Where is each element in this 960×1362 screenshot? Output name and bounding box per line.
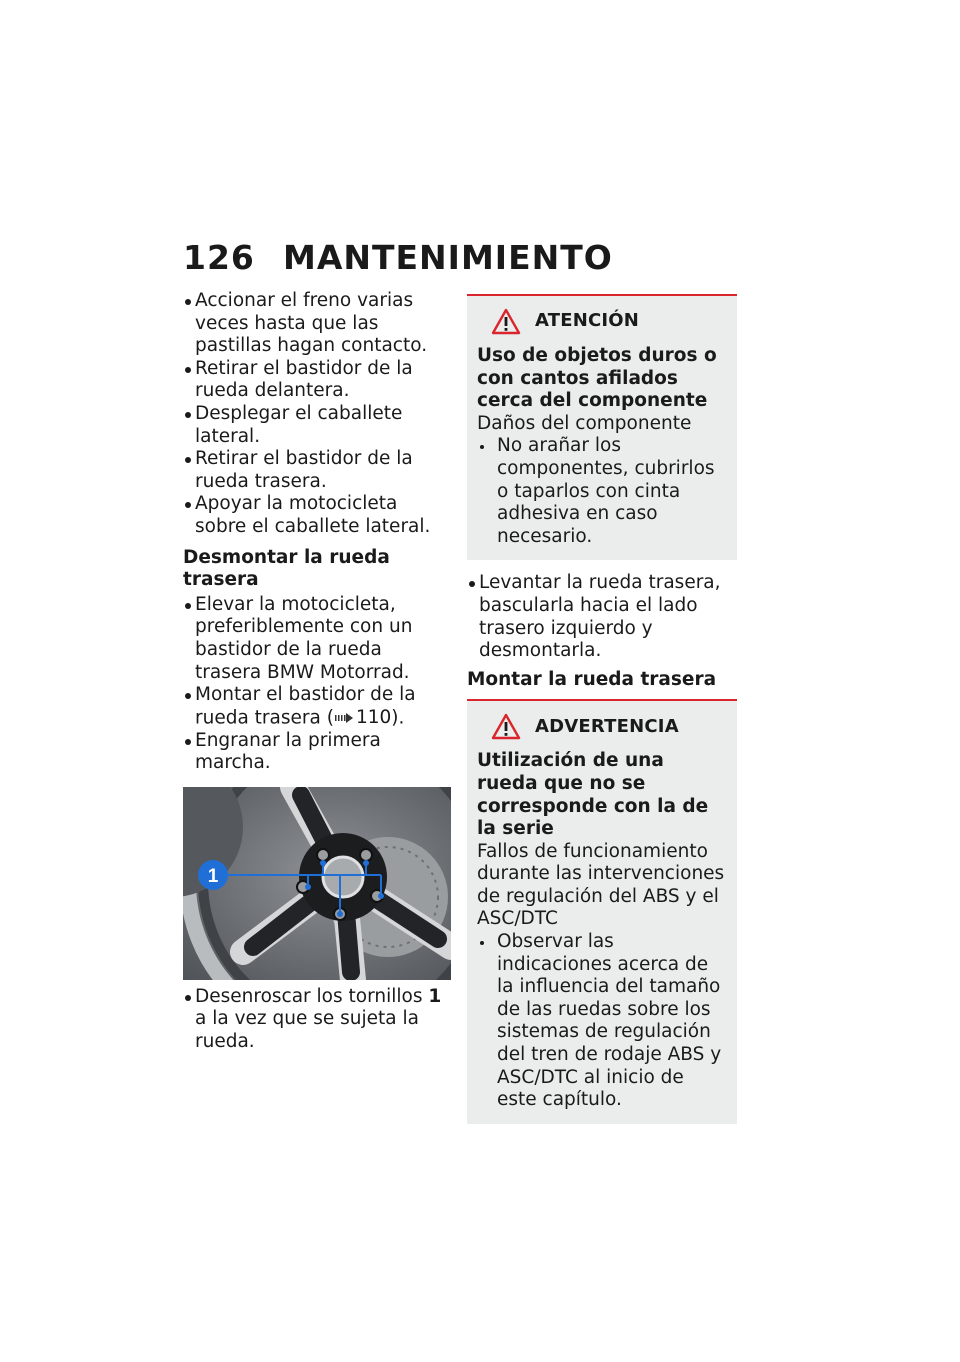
list-item: Retirar el bastidor de la rueda delantera. <box>183 358 451 403</box>
warning-triangle-icon <box>491 308 521 335</box>
right-column <box>467 294 737 1124</box>
section-title: MANTENIMIENTO <box>283 238 613 277</box>
list-item: No arañar los componentes, cubrirlos o taparlos con cinta adhesiva en caso necesario. <box>477 435 727 548</box>
warning-title: ADVERTENCIA <box>535 715 679 737</box>
warning-subtitle: Utilización de una rueda que no se corresponde con la de la serie <box>477 750 709 840</box>
list-item: Levantar la rueda trasera, bascularla hacia el lado trasero izquierdo y desmontarla. <box>467 572 737 662</box>
rear-wheel-illustration <box>183 787 451 980</box>
list-item: Apoyar la motocicleta sobre el caballete lateral. <box>183 493 451 538</box>
list-item: Observar las indicaciones acerca de la influencia del tamaño de las ruedas sobre los sistemas de regulación del tren de rodaje ABS y ASC/DTC al inicio de este capítulo. <box>477 931 727 1112</box>
steps-list-top <box>183 290 451 539</box>
attention-subtitle: Uso de objetos duros o con cantos afilados cerca del componente <box>477 345 717 412</box>
page-reference-link[interactable] <box>334 707 391 730</box>
list-item: Retirar el bastidor de la rueda trasera. <box>183 448 451 493</box>
list-item: Accionar el freno varias veces hasta que las pastillas hagan contacto. <box>183 290 451 358</box>
warning-consequence: Fallos de funcionamiento durante las intervenciones de regulación del ABS y el ASC/DTC <box>477 840 725 930</box>
warning-title-row <box>491 713 727 740</box>
attention-list <box>477 435 727 548</box>
attention-title: ATENCIÓN <box>535 310 640 332</box>
list-item: Desplegar el caballete lateral. <box>183 403 451 448</box>
left-column <box>183 290 451 1054</box>
attention-title-row <box>491 308 727 335</box>
page-reference-number: 110 <box>355 706 392 728</box>
attention-box <box>467 294 737 560</box>
arrow-right-icon <box>334 713 354 723</box>
step-text-end: a la vez que se sujeta la rueda. <box>195 1008 419 1052</box>
subheading-install-rear-wheel: Montar la rueda trasera <box>467 668 717 690</box>
step-text: Montar el bastidor de la rueda trasera ( <box>195 684 416 728</box>
warning-list <box>477 931 727 1112</box>
list-item: Elevar la motocicleta, preferiblemente con un bastidor de la rueda trasera BMW Motorrad. <box>183 594 451 684</box>
steps-list-right <box>467 572 737 662</box>
step-text: Desenroscar los tornillos <box>195 985 429 1007</box>
callout-number: 1 <box>207 865 219 887</box>
rear-wheel-hub-image <box>183 787 451 980</box>
list-item <box>183 684 451 729</box>
step-text-end: ). <box>391 706 405 728</box>
list-item <box>183 986 451 1054</box>
warning-box <box>467 699 737 1124</box>
list-item: Engranar la primera marcha. <box>183 730 451 775</box>
attention-consequence: Daños del componente <box>477 412 692 434</box>
page-number: 126 <box>183 238 255 277</box>
callout-ref: 1 <box>428 985 442 1007</box>
steps-list-after-figure <box>183 986 451 1054</box>
page-header <box>183 238 613 277</box>
warning-triangle-icon <box>491 713 521 740</box>
subheading-remove-rear-wheel: Desmontar la rueda trasera <box>183 546 390 591</box>
steps-list-mid <box>183 594 451 775</box>
